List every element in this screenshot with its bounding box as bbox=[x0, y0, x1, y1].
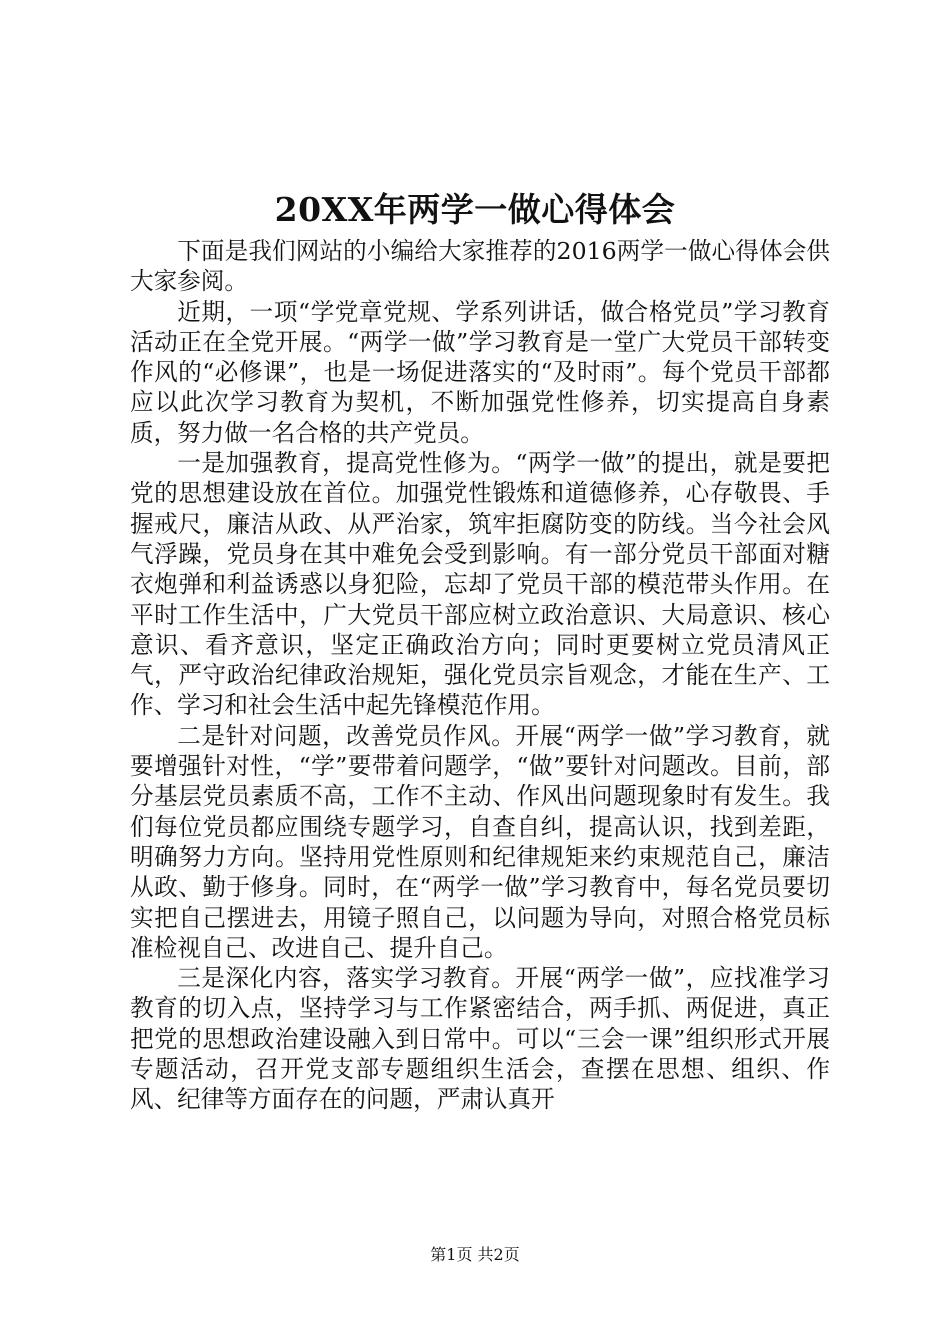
paragraph-point-three: 三是深化内容，落实学习教育。开展“两学一做”，应找准学习教育的切入点，坚持学习与工作紧密结合，两手抓、两促进，真正把党的思想政治建设融入到日常中。可以“三会一课”组织形式开展专题活动，召开党支部专题组织生活会，查摆在思想、组织、作风、纪律等方面存在的问题，严肃认真开 bbox=[130, 964, 830, 1114]
paragraph-overview: 近期，一项“学党章党规、学系列讲话，做合格党员”学习教育活动正在全党开展。“两学一做”学习教育是一堂广大党员干部转变作风的“必修课”，也是一场促进落实的“及时雨”。每个党员干部都应以此次学习教育为契机，不断加强党性修养，切实提高自身素质，努力做一名合格的共产党员。 bbox=[130, 297, 830, 447]
document-body bbox=[130, 236, 830, 1115]
document-title: 20XX年两学一做心得体会 bbox=[274, 190, 676, 229]
paragraph-point-two: 二是针对问题，改善党员作风。开展“两学一做”学习教育，就要增强针对性，“学”要带着问题学，“做”要针对问题改。目前，部分基层党员素质不高，工作不主动、作风出问题现象时有发生。我们每位党员都应围绕专题学习，自查自纠，提高认识，找到差距，明确努力方向。坚持用党性原则和纪律规矩来约束规范自己，廉洁从政、勤于修身。同时，在“两学一做”学习教育中，每名党员要切实把自己摆进去，用镜子照自己，以问题为导向，对照合格党员标准检视自己、改进自己、提升自己。 bbox=[130, 721, 830, 962]
paragraph-intro: 下面是我们网站的小编给大家推荐的2016两学一做心得体会供大家参阅。 bbox=[130, 237, 830, 296]
paragraph-point-one: 一是加强教育，提高党性修为。“两学一做”的提出，就是要把党的思想建设放在首位。加强党性锻炼和道德修养，心存敬畏、手握戒尺，廉洁从政、从严治家，筑牢拒腐防变的防线。当今社会风气浮躁，党员身在其中难免会受到影响。有一部分党员干部面对糖衣炮弹和利益诱惑以身犯险，忘却了党员干部的模范带头作用。在平时工作生活中，广大党员干部应树立政治意识、大局意识、核心意识、看齐意识，坚定正确政治方向；同时更要树立党员清风正气，严守政治纪律政治规矩，强化党员宗旨观念，才能在生产、工作、学习和社会生活中起先锋模范作用。 bbox=[130, 449, 830, 720]
page-number-footer: 第1页 共2页 bbox=[430, 1245, 520, 1264]
